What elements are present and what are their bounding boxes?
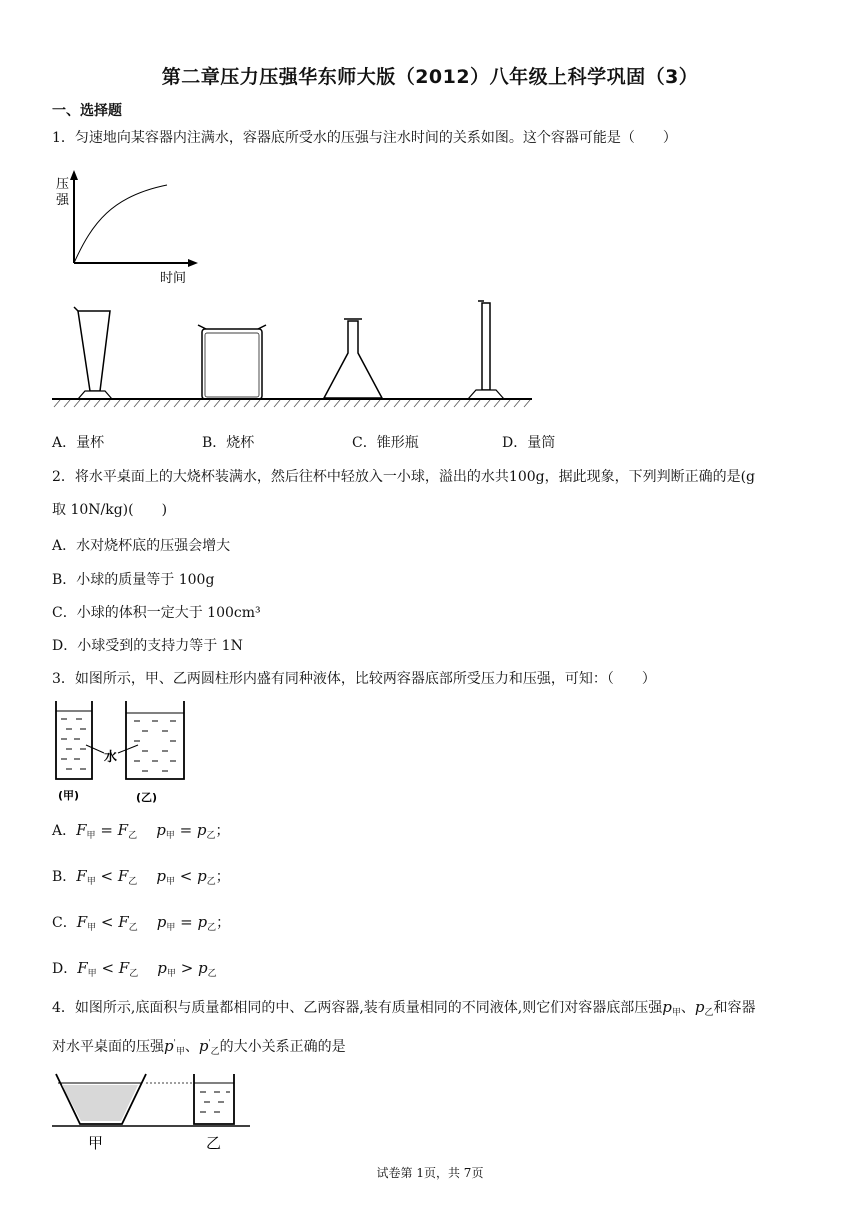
graph-ylabel-bottom: 强 [56,193,70,208]
section-heading: 一、选择题 [52,103,122,119]
fig4-left-label: 甲 [88,1134,104,1152]
q3-option-a[interactable]: A．$F_甲 = F_乙$ $p_甲 = p_乙$； [52,821,230,841]
q2-option-a[interactable]: A．水对烧杯底的压强会增大 [52,538,231,554]
graph-xlabel: 时间 [160,271,187,286]
fig-water-label: 水 [104,750,118,765]
q2-option-c[interactable]: C．小球的体积一定大于 100cm³ [52,605,261,621]
fig-left-label: (甲) [58,789,80,802]
fig4-right-label: 乙 [206,1134,222,1152]
containers-figure [52,295,532,413]
pressure-time-graph [52,168,202,288]
question-4-line-1: 4．如图所示,底面积与质量都相同的中、乙两容器,装有质量相同的不同液体,则它们对容器底部压强$p_甲$、$p_乙$和容器 [52,998,756,1018]
q3-option-d[interactable]: D．$F_甲 < F_乙$ $p_甲 > p_乙$ [52,959,217,979]
q2-option-d[interactable]: D．小球受到的支持力等于 1N [52,638,243,654]
two-containers-figure [52,1068,252,1152]
q1-option-c[interactable]: C．锥形瓶 [352,435,419,451]
question-3-text: 3．如图所示，甲、乙两圆柱形内盛有同种液体，比较两容器底部所受压力和压强，可知：（ ） [52,671,656,687]
page-title: 第二章压力压强华东师大版（2012）八年级上科学巩固（3） [161,66,699,88]
q3-option-b[interactable]: B．$F_甲 < F_乙$ $p_甲 < p_乙$； [52,867,230,887]
two-cylinders-figure [52,697,202,807]
graduated-cylinder-icon [482,303,490,390]
q2-option-b[interactable]: B．小球的质量等于 100g [52,572,215,588]
question-4-line-2: 对水平桌面的压强$p'_甲$、$p'_乙$的大小关系正确的是 [52,1037,346,1057]
question-1-text: 1．匀速地向某容器内注满水，容器底所受水的压强与注水时间的关系如图。这个容器可能是（ ） [52,130,677,146]
question-2-line-1: 2．将水平桌面上的大烧杯装满水，然后往杯中轻放入一小球，溢出的水共100g，据此现象，下列判断正确的是(g [52,469,756,485]
measuring-cup-icon [78,311,110,391]
fig-right-label: (乙) [136,791,158,804]
beaker-icon [202,329,262,399]
graph-ylabel-top: 压 [56,177,70,192]
q1-option-a[interactable]: A．量杯 [52,435,105,451]
q3-option-c[interactable]: C．$F_甲 < F_乙$ $p_甲 = p_乙$； [52,913,231,933]
page-footer: 试卷第 1页，共 7页 [376,1166,484,1180]
q1-option-d[interactable]: D．量筒 [502,435,556,451]
conical-flask-icon [324,321,382,398]
q1-option-b[interactable]: B．烧杯 [202,435,255,451]
question-2-line-2: 取 10N/kg)( ) [52,502,168,518]
